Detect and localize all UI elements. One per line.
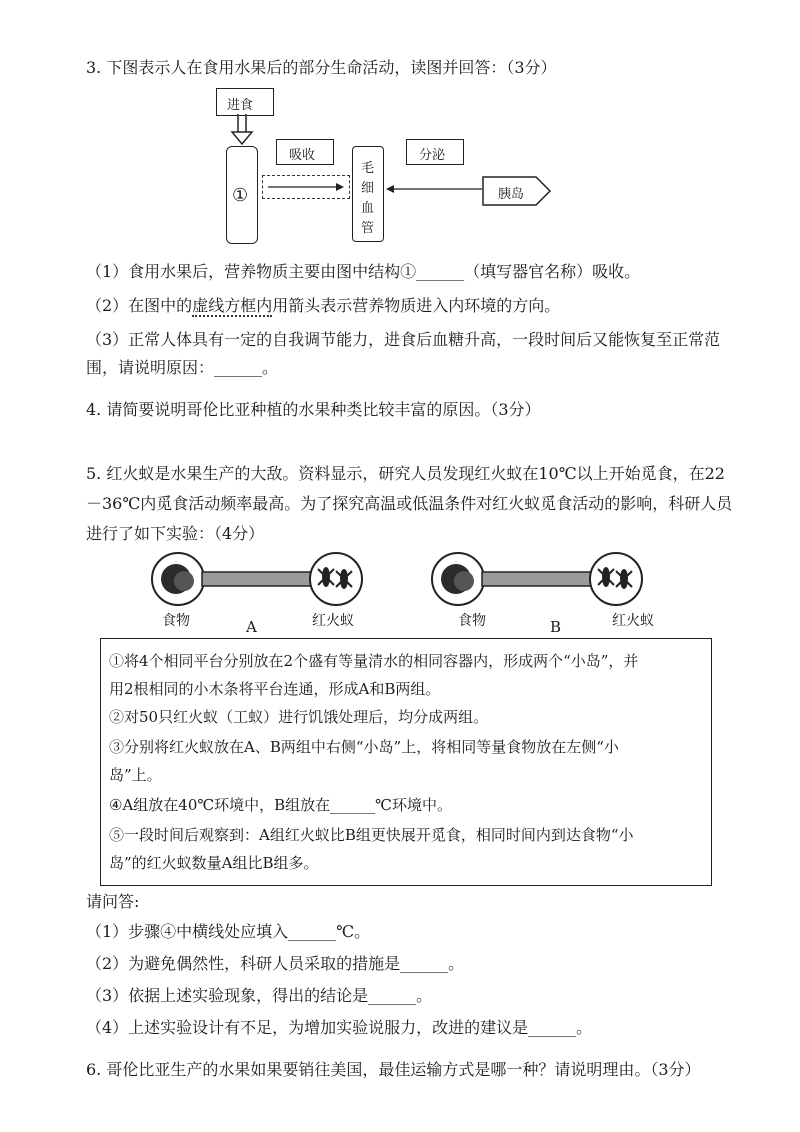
- secrete-label: 分泌: [419, 148, 446, 163]
- q3-sub2-dotted: 虚线方框内: [192, 296, 273, 315]
- q3-title: 3. 下图表示人在食用水果后的部分生命活动，读图并回答：（3分）: [86, 58, 557, 77]
- pancreas-label: 胰岛: [498, 187, 525, 202]
- eat-label: 进食: [227, 98, 254, 113]
- step-1-line1: ①将4个相同平台分别放在2个盛有等量清水的相同容器内，形成两个“小岛”，并: [109, 652, 639, 670]
- step-4: ④A组放在40℃环境中，B组放在______℃环境中。: [109, 796, 452, 814]
- absorb-box: [276, 139, 334, 165]
- step-2: ②对50只红火蚁（工蚁）进行饥饿处理后，均分成两组。: [109, 708, 489, 726]
- secrete-arrow: [384, 182, 484, 196]
- step-1-line2: 用2根相同的小木条将平台连通，形成A和B两组。: [109, 680, 441, 698]
- group-a-label: A: [246, 618, 257, 636]
- step-3-line1: ③分别将红火蚁放在A、B两组中右侧“小岛”上，将相同等量食物放在左侧“小: [109, 738, 619, 756]
- step-5-line1: ⑤一段时间后观察到：A组红火蚁比B组更快展开觅食，相同时间内到达食物“小: [109, 826, 634, 844]
- step-3-line2: 岛”上。: [109, 766, 162, 784]
- group-b-setup: [432, 553, 642, 605]
- q3-sub1: （1）食用水果后，营养物质主要由图中结构①______（填写器官名称）吸收。: [86, 262, 641, 281]
- capillary-char-4: 管: [361, 221, 375, 236]
- eat-box: [216, 88, 274, 116]
- food-b-label: 食物: [458, 613, 486, 629]
- q4-title: 4. 请简要说明哥伦比亚种植的水果种类比较丰富的原因。（3分）: [86, 400, 541, 419]
- ant-island-b: [590, 553, 642, 605]
- q5-intro-line2: －36℃内觅食活动频率最高。为了探究高温或低温条件对红火蚁觅食活动的影响，科研人员: [86, 494, 733, 513]
- capillary-char-2: 细: [361, 181, 375, 196]
- group-a-setup: [152, 553, 362, 605]
- bridge-a: [202, 572, 312, 586]
- absorb-arrow: [266, 180, 346, 194]
- q5-intro-line1: 5. 红火蚁是水果生产的大敌。资料显示，研究人员发现红火蚁在10℃以上开始觅食，在22: [86, 464, 725, 483]
- step-5-line2: 岛”的红火蚁数量A组比B组多。: [109, 854, 319, 872]
- q5-sub4: （4）上述实验设计有不足，为增加实验说服力，改进的建议是______。: [86, 1018, 593, 1037]
- q6-title: 6. 哥伦比亚生产的水果如果要销往美国，最佳运输方式是哪一种？请说明理由。（3分）: [86, 1060, 701, 1079]
- experiment-steps-box: [100, 638, 712, 886]
- eat-arrow: [228, 114, 258, 146]
- q3-sub2-suffix: 用箭头表示营养物质进入内环境的方向。: [272, 296, 561, 315]
- ant-island-a: [310, 553, 362, 605]
- q5-sub3: （3）依据上述实验现象，得出的结论是______。: [86, 986, 433, 1005]
- capillary-char-1: 毛: [361, 161, 375, 176]
- capillary-char-3: 血: [361, 201, 375, 216]
- group-b-label: B: [550, 618, 562, 636]
- absorb-label: 吸收: [289, 148, 316, 163]
- q5-sub1: （1）步骤④中横线处应填入______℃。: [86, 922, 371, 941]
- q3-sub2-prefix: （2）在图中的: [86, 296, 193, 315]
- structure-1-label: ①: [232, 185, 249, 206]
- q5-ask: 请问答:: [86, 892, 140, 911]
- q3-sub2: [86, 296, 560, 316]
- ants-b-label: 红火蚁: [612, 613, 654, 629]
- capillary-box: [352, 146, 384, 242]
- q3-sub3-line2: 围，请说明原因：______。: [86, 358, 279, 377]
- structure-1-box: [226, 146, 258, 244]
- bridge-b: [482, 572, 592, 586]
- food-a-label: 食物: [162, 613, 190, 629]
- q3-sub3-line1: （3）正常人体具有一定的自我调节能力，进食后血糖升高，一段时间后又能恢复至正常范: [86, 330, 721, 349]
- q5-sub2: （2）为避免偶然性，科研人员采取的措施是______。: [86, 954, 465, 973]
- secrete-box: [406, 139, 464, 165]
- q5-intro-line3: 进行了如下实验：（4分）: [86, 524, 265, 543]
- ants-a-label: 红火蚁: [312, 613, 354, 629]
